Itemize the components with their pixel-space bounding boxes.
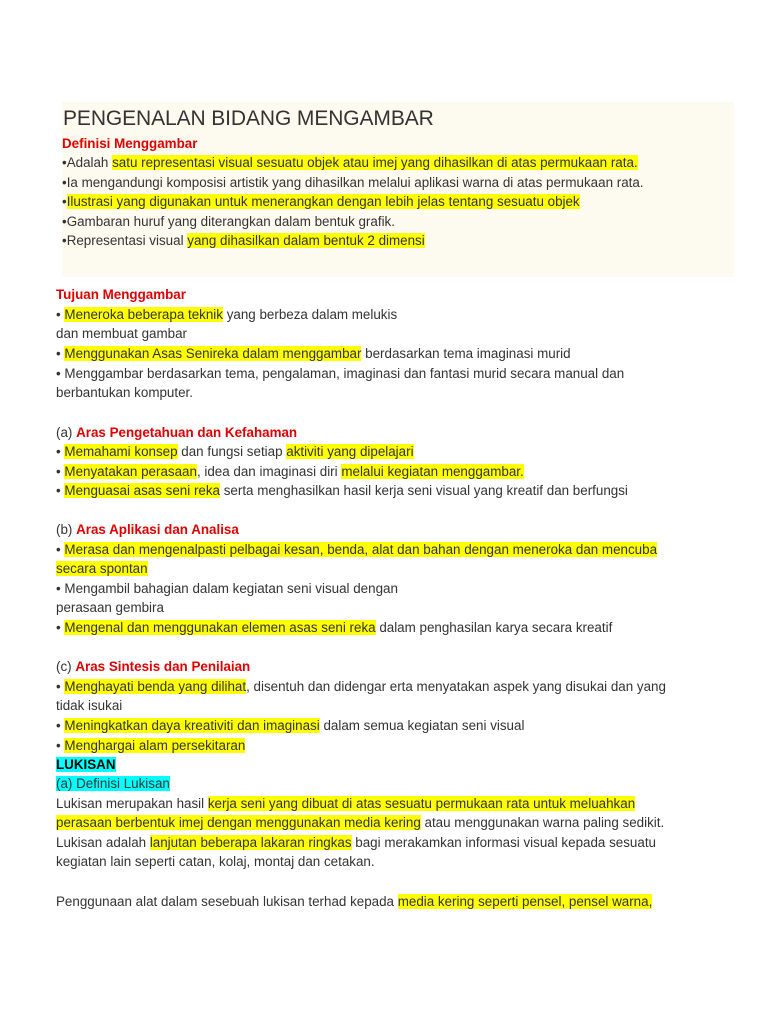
section-heading-aras-aplikasi: (b) Aras Aplikasi dan Analisa	[56, 522, 239, 537]
section-heading-definisi: Definisi Menggambar	[62, 136, 198, 151]
aplikasi-line-1: • Merasa dan mengenalpasti pelbagai kesan, benda, alat dan bahan dengan meneroka dan mencuba	[56, 542, 658, 557]
sintesis-line-1: • Menghayati benda yang dilihat, disentuh dan didengar erta menyatakan aspek yang disukai dan yang	[56, 679, 666, 694]
tujuan-line-1: • Meneroka beberapa teknik yang berbeza dalam melukis	[56, 307, 398, 322]
aplikasi-line-5: • Mengenal dan menggunakan elemen asas seni reka dalam penghasilan karya secara kreatif	[56, 620, 613, 635]
lukisan-line-2: perasaan berbentuk imej dengan menggunakan media kering atau menggunakan warna paling sedikit.	[56, 815, 665, 830]
lukisan-line-1: Lukisan merupakan hasil kerja seni yang dibuat di atas sesuatu permukaan rata untuk meluahkan	[56, 796, 636, 811]
definition-line-5: •Representasi visual yang dihasilkan dalam bentuk 2 dimensi	[62, 233, 425, 248]
tujuan-line-5: berbantukan komputer.	[56, 385, 193, 400]
definition-line-3: •Ilustrasi yang digunakan untuk menerangkan dengan lebih jelas tentang sesuatu objek	[62, 194, 580, 209]
aplikasi-line-3: • Mengambil bahagian dalam kegiatan seni visual dengan	[56, 581, 398, 596]
lukisan-subheading: (a) Definisi Lukisan	[56, 776, 170, 791]
lukisan-line-4: kegiatan lain seperti catan, kolaj, montaj dan cetakan.	[56, 854, 375, 869]
pengetahuan-line-1: • Memahami konsep dan fungsi setiap aktiviti yang dipelajari	[56, 444, 414, 459]
sintesis-line-3: • Meningkatkan daya kreativiti dan imaginasi dalam semua kegiatan seni visual	[56, 718, 525, 733]
sintesis-line-2: tidak isukai	[56, 698, 123, 713]
pengetahuan-line-3: • Menguasai asas seni reka serta menghasilkan hasil kerja seni visual yang kreatif dan berfungsi	[56, 483, 628, 498]
definition-line-1: •Adalah satu representasi visual sesuatu objek atau imej yang dihasilkan di atas permukaan rata.	[62, 155, 638, 170]
sintesis-line-4: • Menghargai alam persekitaran	[56, 738, 246, 753]
page-title: PENGENALAN BIDANG MENGAMBAR	[63, 107, 434, 130]
definition-line-2: •Ia mengandungi komposisi artistik yang dihasilkan melalui aplikasi warna di atas permukaan rata.	[62, 175, 644, 190]
aplikasi-line-4: perasaan gembira	[56, 600, 164, 615]
section-heading-tujuan: Tujuan Menggambar	[56, 287, 186, 302]
aplikasi-line-2: secara spontan	[56, 561, 148, 576]
pengetahuan-line-2: • Menyatakan perasaan, idea dan imaginasi diri melalui kegiatan menggambar.	[56, 464, 524, 479]
tujuan-line-4: • Menggambar berdasarkan tema, pengalaman, imaginasi dan fantasi murid secara manual dan	[56, 366, 625, 381]
tujuan-line-2: dan membuat gambar	[56, 326, 188, 341]
lukisan-line-5: Penggunaan alat dalam sesebuah lukisan terhad kepada media kering seperti pensel, pensel warna,	[56, 894, 653, 909]
section-heading-lukisan: LUKISAN	[56, 757, 116, 772]
section-heading-aras-pengetahuan: (a) Aras Pengetahuan dan Kefahaman	[56, 425, 298, 440]
tujuan-line-3: • Menggunakan Asas Senireka dalam menggambar berdasarkan tema imaginasi murid	[56, 346, 571, 361]
section-heading-aras-sintesis: (c) Aras Sintesis dan Penilaian	[56, 659, 251, 674]
definition-line-4: •Gambaran huruf yang diterangkan dalam bentuk grafik.	[62, 214, 395, 229]
lukisan-line-3: Lukisan adalah lanjutan beberapa lakaran ringkas bagi merakamkan informasi visual kepada sesuatu	[56, 835, 656, 850]
